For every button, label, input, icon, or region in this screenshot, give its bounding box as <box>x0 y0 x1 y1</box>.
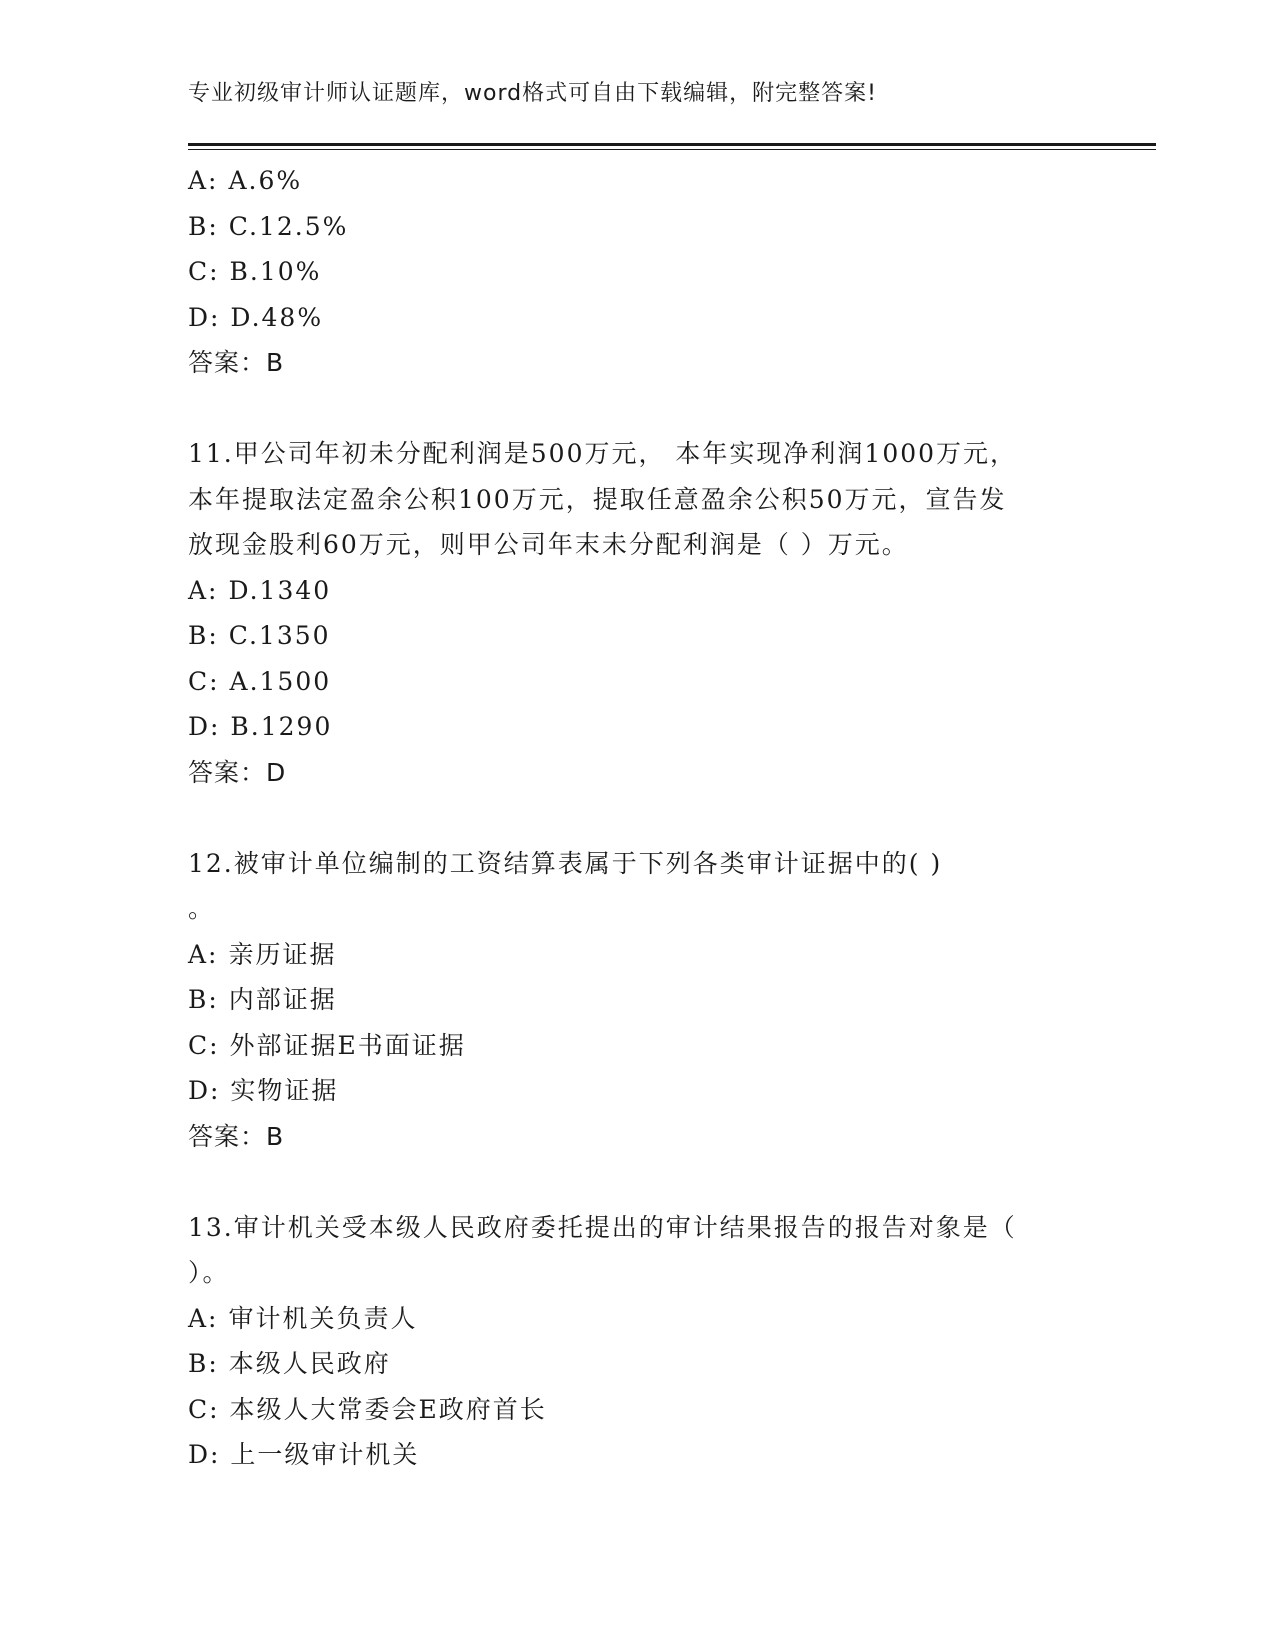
question-text-line: ）。 <box>188 1258 230 1287</box>
question-text-line: 13.审计机关受本级人民政府委托提出的审计结果报告的报告对象是（ <box>188 1212 1017 1242</box>
option-b: B: C.12.5% <box>188 211 349 241</box>
prev-question-options <box>188 158 1088 386</box>
question-text-line: 。 <box>188 894 216 923</box>
option-b: B: C.1350 <box>188 621 331 650</box>
header-rule-thin <box>188 149 1156 150</box>
option-c: C: B.10% <box>188 257 322 286</box>
option-c: C: A.1500 <box>188 666 332 696</box>
header-rule-thick <box>188 143 1156 146</box>
option-d: D: B.1290 <box>188 712 333 741</box>
option-b: B: 内部证据 <box>188 985 337 1014</box>
option-c: C: 外部证据E书面证据 <box>188 1030 466 1060</box>
spacer <box>188 795 1088 841</box>
option-b: B: 本级人民政府 <box>188 1349 391 1378</box>
document-content <box>188 158 1088 1478</box>
question-13 <box>188 1205 1088 1478</box>
question-text-line: 本年提取法定盈余公积100万元，提取任意盈余公积50万元，宣告发 <box>188 484 1007 514</box>
option-d: D: 上一级审计机关 <box>188 1440 420 1469</box>
option-d: D: D.48% <box>188 302 324 332</box>
answer-line: 答案：B <box>188 348 285 377</box>
option-a: A: A.6% <box>188 166 303 195</box>
page-header: 专业初级审计师认证题库，word格式可自由下载编辑，附完整答案! <box>188 81 877 106</box>
option-a: A: 亲历证据 <box>188 939 337 969</box>
answer-line: 答案：D <box>188 757 287 787</box>
option-a: A: 审计机关负责人 <box>188 1303 418 1333</box>
question-text-line: 12.被审计单位编制的工资结算表属于下列各类审计证据中的( ) <box>188 848 943 878</box>
question-11 <box>188 431 1088 795</box>
question-text-line: 放现金股利60万元，则甲公司年末未分配利润是（ ）万元。 <box>188 530 909 559</box>
option-c: C: 本级人大常委会E政府首长 <box>188 1394 547 1424</box>
question-text-line: 11.甲公司年初未分配利润是500万元， 本年实现净利润1000万元， <box>188 439 1018 468</box>
spacer <box>188 386 1088 432</box>
option-d: D: 实物证据 <box>188 1076 339 1105</box>
spacer <box>188 1159 1088 1205</box>
question-12 <box>188 841 1088 1160</box>
answer-line: 答案：B <box>188 1121 285 1151</box>
option-a: A: D.1340 <box>188 575 332 605</box>
